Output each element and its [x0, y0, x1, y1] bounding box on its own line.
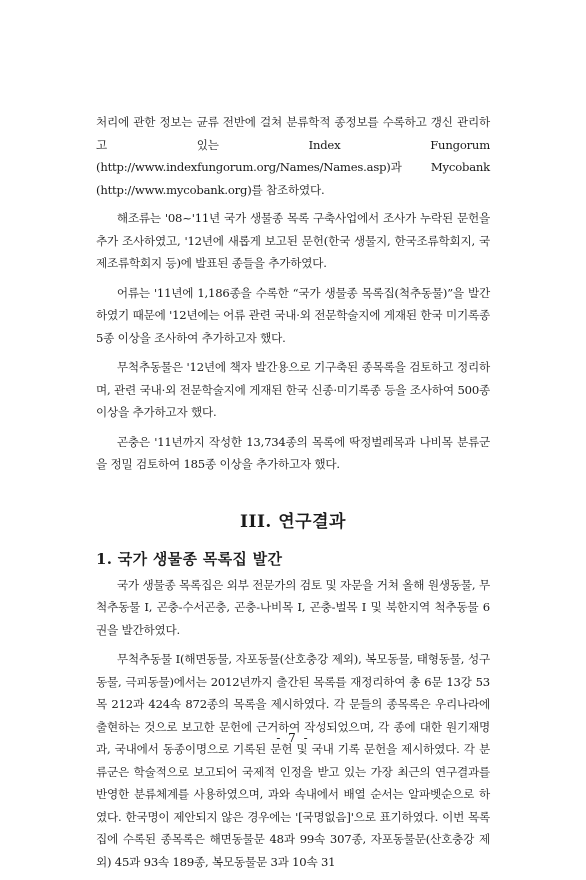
intro-paragraph-fish: 어류는 '11년에 1,186종을 수록한 “국가 생물종 목록집(척추동물)”을 발간하였기 때문에 '12년에는 어류 관련 국내·외 전문학술지에 게재된 한국 미기록종 5종 이상을 조사하여 추가하고자 했다. [96, 285, 490, 345]
subsection-title: 1. 국가 생물종 목록집 발간 [96, 549, 283, 568]
intro-paragraph-invertebrates: 무척추동물은 '12년에 책자 발간용으로 기구축된 종목록을 검토하고 정리하며, 관련 국내·외 전문학술지에 게재된 한국 신종·미기록종 등을 조사하여 500종 이상을 추가하고자 했다. [96, 360, 490, 419]
page-content [96, 111, 490, 880]
section-title: III. 연구결과 [240, 511, 346, 532]
intro-paragraph-seaweed: 해조류는 '08~'11년 국가 생물종 목록 구축사업에서 조사가 누락된 문헌을 추가 조사하였고, '12년에 새롭게 보고된 문헌(한국 생물지, 한국조류학회지, 국제조류학회지 등)에 발표된 종들을 추가하였다. [96, 211, 490, 270]
results-paragraph-1: 국가 생물종 목록집은 외부 전문가의 검토 및 자문을 거쳐 올해 원생동물, 무척추동물 I, 곤충-수서곤충, 곤충-나비목 I, 곤충-벌목 I 및 북한지역 척추동물 6권을 발간하였다. [96, 577, 490, 637]
page-number: - 7 - [276, 731, 310, 745]
intro-paragraph-1: 처리에 관한 정보는 균류 전반에 걸쳐 분류학적 종정보를 수록하고 갱신 관리하고 있는 Index Fungorum (http://www.indexfungorum.org/Names/Names.asp)과 Mycobank (http://www.mycobank.org)를 참조하였다. [96, 115, 490, 197]
results-paragraph-2: 무척추동물 I(해면동물, 자포동물(산호충강 제외), 복모동물, 태형동물, 성구동물, 극피동물)에서는 2012년까지 출간된 목록를 재정리하여 총 6문 13강 53목 212과 424속 872종의 목록을 제시하였다. 각 문들의 종목록은 우리나라에 출현하는 것으로 보고한 문헌에 근거하여 작성되었으며, 각 종에 대한 원기재명과, 국내에서 동종이명으로 기록된 문헌 및 국내 기록 문헌을 제시하였다. 각 분류군은 학술적으로 보고되어 국제적 인정을 받고 있는 가장 최근의 연구결과를 반영한 분류체계를 사용하였으며, 과와 속내에서 배열 순서는 알파벳순으로 하였다. 한국명이 제안되지 않은 경우에는 '[국명없음]'으로 표기하였다. 이번 목록집에 수록된 종목록은 해면동물문 48과 99속 307종, 자포동물문(산호충강 제외) 45과 93속 189종, 복모동물문 3과 10속 31 [96, 652, 490, 869]
intro-paragraph-insects: 곤충은 '11년까지 작성한 13,734종의 목록에 딱정벌레목과 나비목 분류군을 정밀 검토하여 185종 이상을 추가하고자 했다. [96, 434, 490, 471]
